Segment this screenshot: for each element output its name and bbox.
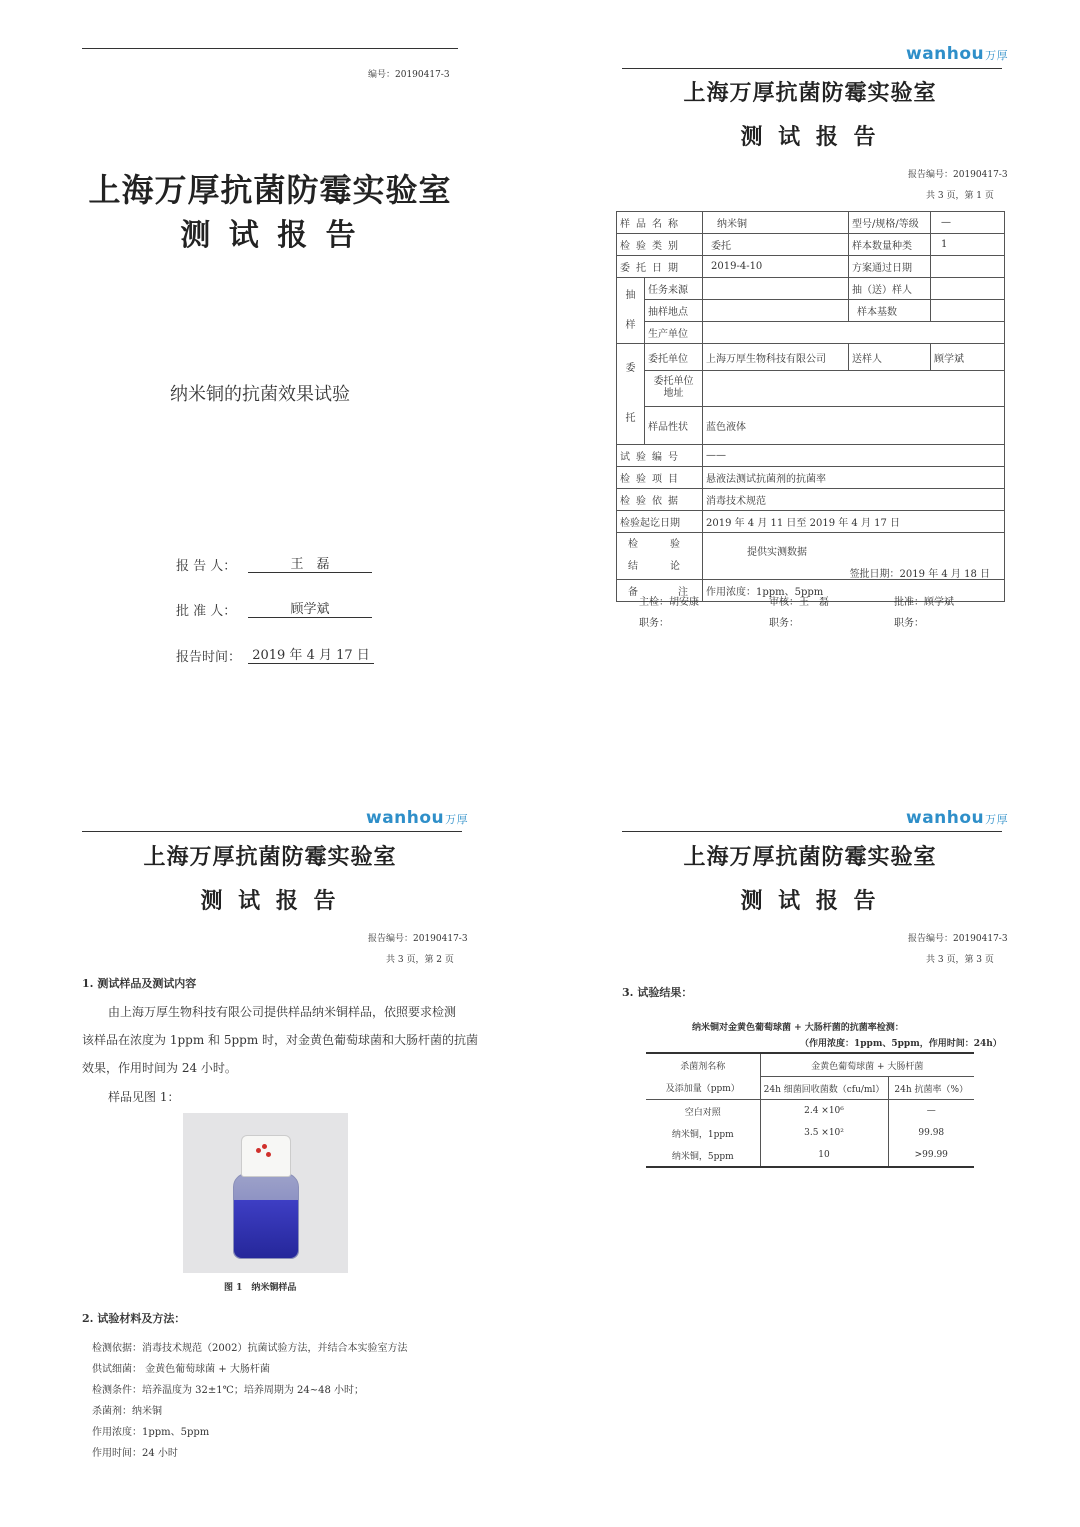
task-source-value — [703, 278, 849, 300]
table-row — [617, 511, 1005, 533]
period-label: 检验起讫日期 — [617, 511, 703, 533]
row-rate: >99.99 — [914, 1150, 948, 1160]
period-value: 2019 年 4 月 11 日至 2019 年 4 月 17 日 — [703, 511, 1005, 533]
page4-logo — [906, 808, 1008, 828]
page4-page-info: 共 3 页，第 3 页 — [926, 955, 994, 965]
report-date-label: 报告时间： — [176, 650, 242, 665]
page3-page-info: 共 3 页，第 2 页 — [386, 955, 454, 965]
sample-count-value: 1 — [931, 234, 1005, 256]
page2-header-rule — [622, 68, 1002, 69]
deliverer-value: 顾学斌 — [931, 344, 1005, 371]
section1-title: 1. 测试样品及测试内容 — [82, 977, 197, 990]
entrust-group-char-2: 托 — [625, 413, 636, 424]
entrust-addr-label — [645, 371, 703, 407]
row-rate: 99.98 — [918, 1128, 945, 1138]
entrust-unit-value: 上海万厚生物科技有限公司 — [703, 344, 849, 371]
header-rate: 24h 抗菌率（%） — [888, 1077, 974, 1100]
logo-latin: wanhou — [366, 808, 445, 828]
table-row — [617, 234, 1005, 256]
table-row — [617, 344, 1005, 371]
conclusion-char-2: 验 — [670, 539, 680, 550]
logo-latin: wanhou — [906, 44, 985, 64]
cap-mark — [256, 1148, 261, 1153]
row-count: 10 — [760, 1144, 888, 1167]
table-row — [617, 322, 1005, 344]
page4-header-rule — [622, 831, 1002, 832]
header-group: 金黄色葡萄球菌 + 大肠杆菌 — [760, 1053, 974, 1077]
page4-report-number: 报告编号：20190417-3 — [908, 934, 1008, 944]
sample-name-value: 纳米铜 — [703, 212, 849, 234]
task-source-label: 任务来源 — [645, 278, 703, 300]
page4-subtitle: 测 试 报 告 — [740, 888, 880, 914]
plan-date-label: 方案通过日期 — [849, 256, 931, 278]
remark-char-1: 备 — [628, 587, 638, 598]
entrust-date-label: 委托日期 — [617, 256, 703, 278]
page1-subject: 纳米铜的抗菌效果试验 — [170, 384, 350, 405]
figure-caption: 图 1 纳米铜样品 — [224, 1283, 297, 1293]
header-agent-1: 杀菌剂名称 — [646, 1053, 760, 1077]
method-line: 供试细菌： 金黄色葡萄球菌 + 大肠杆菌 — [92, 1364, 270, 1375]
summary-table — [616, 211, 1005, 602]
test-type-value: 委托 — [703, 234, 849, 256]
table-row — [617, 371, 1005, 407]
page3-title: 上海万厚抗菌防霉实验室 — [143, 844, 397, 870]
page1-top-rule — [82, 48, 458, 49]
producer-value — [703, 322, 1005, 344]
test-item-label: 检验项目 — [617, 467, 703, 489]
sample-name-label: 样品名称 — [617, 212, 703, 234]
page2-logo — [906, 44, 1008, 64]
conclusion-char-3: 结 — [628, 561, 638, 572]
logo-latin: wanhou — [906, 808, 985, 828]
page1-doc-number: 编号：20190417-3 — [368, 70, 450, 80]
entrust-addr-value — [703, 371, 1005, 407]
sampling-group-label — [617, 278, 645, 344]
conclusion-label — [617, 533, 703, 580]
test-item-value: 悬液法测试抗菌剂的抗菌率 — [703, 467, 1005, 489]
row-rate: — — [926, 1106, 936, 1116]
conclusion-value: 提供实测数据 — [747, 547, 807, 558]
logo-cn: 万厚 — [985, 49, 1009, 62]
results-table-title: 纳米铜对金黄色葡萄球菌 + 大肠杆菌的抗菌率检测： — [692, 1023, 904, 1033]
method-line: 作用浓度：1ppm、5ppm — [92, 1427, 210, 1438]
method-line: 杀菌剂：纳米铜 — [92, 1406, 162, 1417]
model-label: 型号/规格/等级 — [849, 212, 931, 234]
table-row — [617, 212, 1005, 234]
header-count: 24h 细菌回收菌数（cfu/ml） — [760, 1077, 888, 1100]
table-row — [617, 533, 1005, 580]
page2-subtitle: 测 试 报 告 — [740, 124, 880, 150]
page2-report-number: 报告编号：20190417-3 — [908, 170, 1008, 180]
sender-label: 抽（送）样人 — [849, 278, 931, 300]
table-row — [617, 256, 1005, 278]
sampling-group-char-1: 抽 — [625, 289, 636, 301]
table-row — [617, 278, 1005, 300]
approver-value: 顾学斌 — [248, 598, 372, 618]
sign-date: 签批日期：2019 年 4 月 18 日 — [849, 569, 990, 580]
final-approver: 批准：顾学斌 — [894, 597, 954, 608]
page3-subtitle: 测 试 报 告 — [200, 888, 340, 914]
deliverer-label: 送样人 — [849, 344, 931, 371]
page1-title: 上海万厚抗菌防霉实验室 — [88, 171, 452, 209]
base-count-value — [931, 300, 1005, 322]
sender-value — [931, 278, 1005, 300]
reviewer: 审核：王 磊 — [769, 597, 829, 608]
sample-photo — [183, 1113, 348, 1273]
row-count: 3.5 ×10² — [760, 1122, 888, 1144]
bottle-cap — [241, 1135, 291, 1177]
header-agent-2: 及添加量（ppm） — [646, 1077, 760, 1100]
row-count: 2.4 ×10⁶ — [760, 1100, 888, 1123]
page3-report-number: 报告编号：20190417-3 — [368, 934, 468, 944]
row-name: 纳米铜，1ppm — [646, 1122, 760, 1144]
page1-subtitle: 测 试 报 告 — [180, 218, 360, 253]
duty-3: 职务： — [894, 618, 924, 629]
section2-title: 2. 试验材料及方法： — [82, 1312, 186, 1325]
page3-header-rule — [82, 831, 462, 832]
method-line: 检测条件：培养温度为 32±1℃；培养周期为 24~48 小时； — [92, 1385, 365, 1396]
entrust-date-value: 2019-4-10 — [703, 256, 849, 278]
inspector: 主检：胡安康 — [639, 597, 699, 608]
cap-mark — [266, 1152, 271, 1157]
page3-logo — [366, 808, 468, 828]
table-row — [617, 467, 1005, 489]
section3-title: 3. 试验结果： — [622, 986, 693, 999]
conclusion-char-4: 论 — [670, 561, 680, 572]
sampling-group-char-2: 样 — [625, 319, 636, 331]
model-value: — — [931, 212, 1005, 234]
paragraph-line-3: 效果，作用时间为 24 小时。 — [82, 1061, 237, 1075]
sample-count-label: 样本数量种类 — [849, 234, 931, 256]
approver-label: 批 准 人： — [176, 604, 237, 619]
entrust-addr-label-1: 委托单位 — [653, 376, 694, 388]
duty-2: 职务： — [769, 618, 799, 629]
remark-value: 作用浓度：1ppm、5ppm — [703, 580, 1005, 602]
cap-mark — [262, 1144, 267, 1149]
remark-char-2: 注 — [678, 587, 688, 598]
row-name: 空白对照 — [646, 1100, 760, 1123]
basis-value: 消毒技术规范 — [703, 489, 1005, 511]
method-line: 检测依据：消毒技术规范（2002）抗菌试验方法，并结合本实验室方法 — [92, 1343, 408, 1354]
entrust-unit-label: 委托单位 — [645, 344, 703, 371]
logo-cn: 万厚 — [445, 813, 469, 826]
table-row — [646, 1077, 974, 1100]
test-no-label: 试验编号 — [617, 445, 703, 467]
reporter-value: 王 磊 — [248, 553, 372, 573]
reporter-label: 报 告 人： — [176, 559, 237, 574]
page2-title: 上海万厚抗菌防霉实验室 — [683, 80, 937, 106]
test-no-value: —— — [703, 445, 1005, 467]
producer-label: 生产单位 — [645, 322, 703, 344]
paragraph-line-2: 该样品在浓度为 1ppm 和 5ppm 时，对金黄色葡萄球菌和大肠杆菌的抗菌 — [82, 1033, 479, 1047]
sample-state-value: 蓝色液体 — [703, 406, 1005, 444]
table-row — [646, 1144, 974, 1167]
page2-page-info: 共 3 页，第 1 页 — [926, 191, 994, 201]
conclusion-char-1: 检 — [628, 539, 638, 550]
paragraph-line-1: 由上海万厚生物科技有限公司提供样品纳米铜样品，依照要求检测 — [108, 1005, 457, 1019]
results-table — [646, 1052, 974, 1168]
results-table-subtitle: （作用浓度：1ppm、5ppm，作用时间：24h） — [800, 1039, 1002, 1049]
table-row — [617, 406, 1005, 444]
row-name: 纳米铜，5ppm — [646, 1144, 760, 1167]
base-count-label: 样本基数 — [849, 300, 931, 322]
sampling-place-value — [703, 300, 849, 322]
entrust-addr-label-2: 地址 — [663, 388, 684, 400]
blue-liquid — [234, 1200, 298, 1258]
duty-1: 职务： — [639, 618, 669, 629]
conclusion-cell — [703, 533, 1005, 580]
logo-cn: 万厚 — [985, 813, 1009, 826]
report-date-value: 2019 年 4 月 17 日 — [248, 644, 374, 664]
sampling-place-label: 抽样地点 — [645, 300, 703, 322]
table-row — [646, 1053, 974, 1077]
table-row — [617, 489, 1005, 511]
table-row — [617, 445, 1005, 467]
table-row — [617, 300, 1005, 322]
sample-state-label: 样品性状 — [645, 406, 703, 444]
table-row — [646, 1100, 974, 1123]
method-line: 作用时间：24 小时 — [92, 1448, 178, 1459]
entrust-group-char-1: 委 — [625, 363, 636, 374]
bottle-shape — [233, 1173, 299, 1259]
test-type-label: 检验类别 — [617, 234, 703, 256]
entrust-group-label — [617, 344, 645, 445]
plan-date-value — [931, 256, 1005, 278]
table-row — [646, 1122, 974, 1144]
basis-label: 检验依据 — [617, 489, 703, 511]
sample-figure-ref: 样品见图 1： — [108, 1090, 180, 1104]
page4-title: 上海万厚抗菌防霉实验室 — [683, 844, 937, 870]
